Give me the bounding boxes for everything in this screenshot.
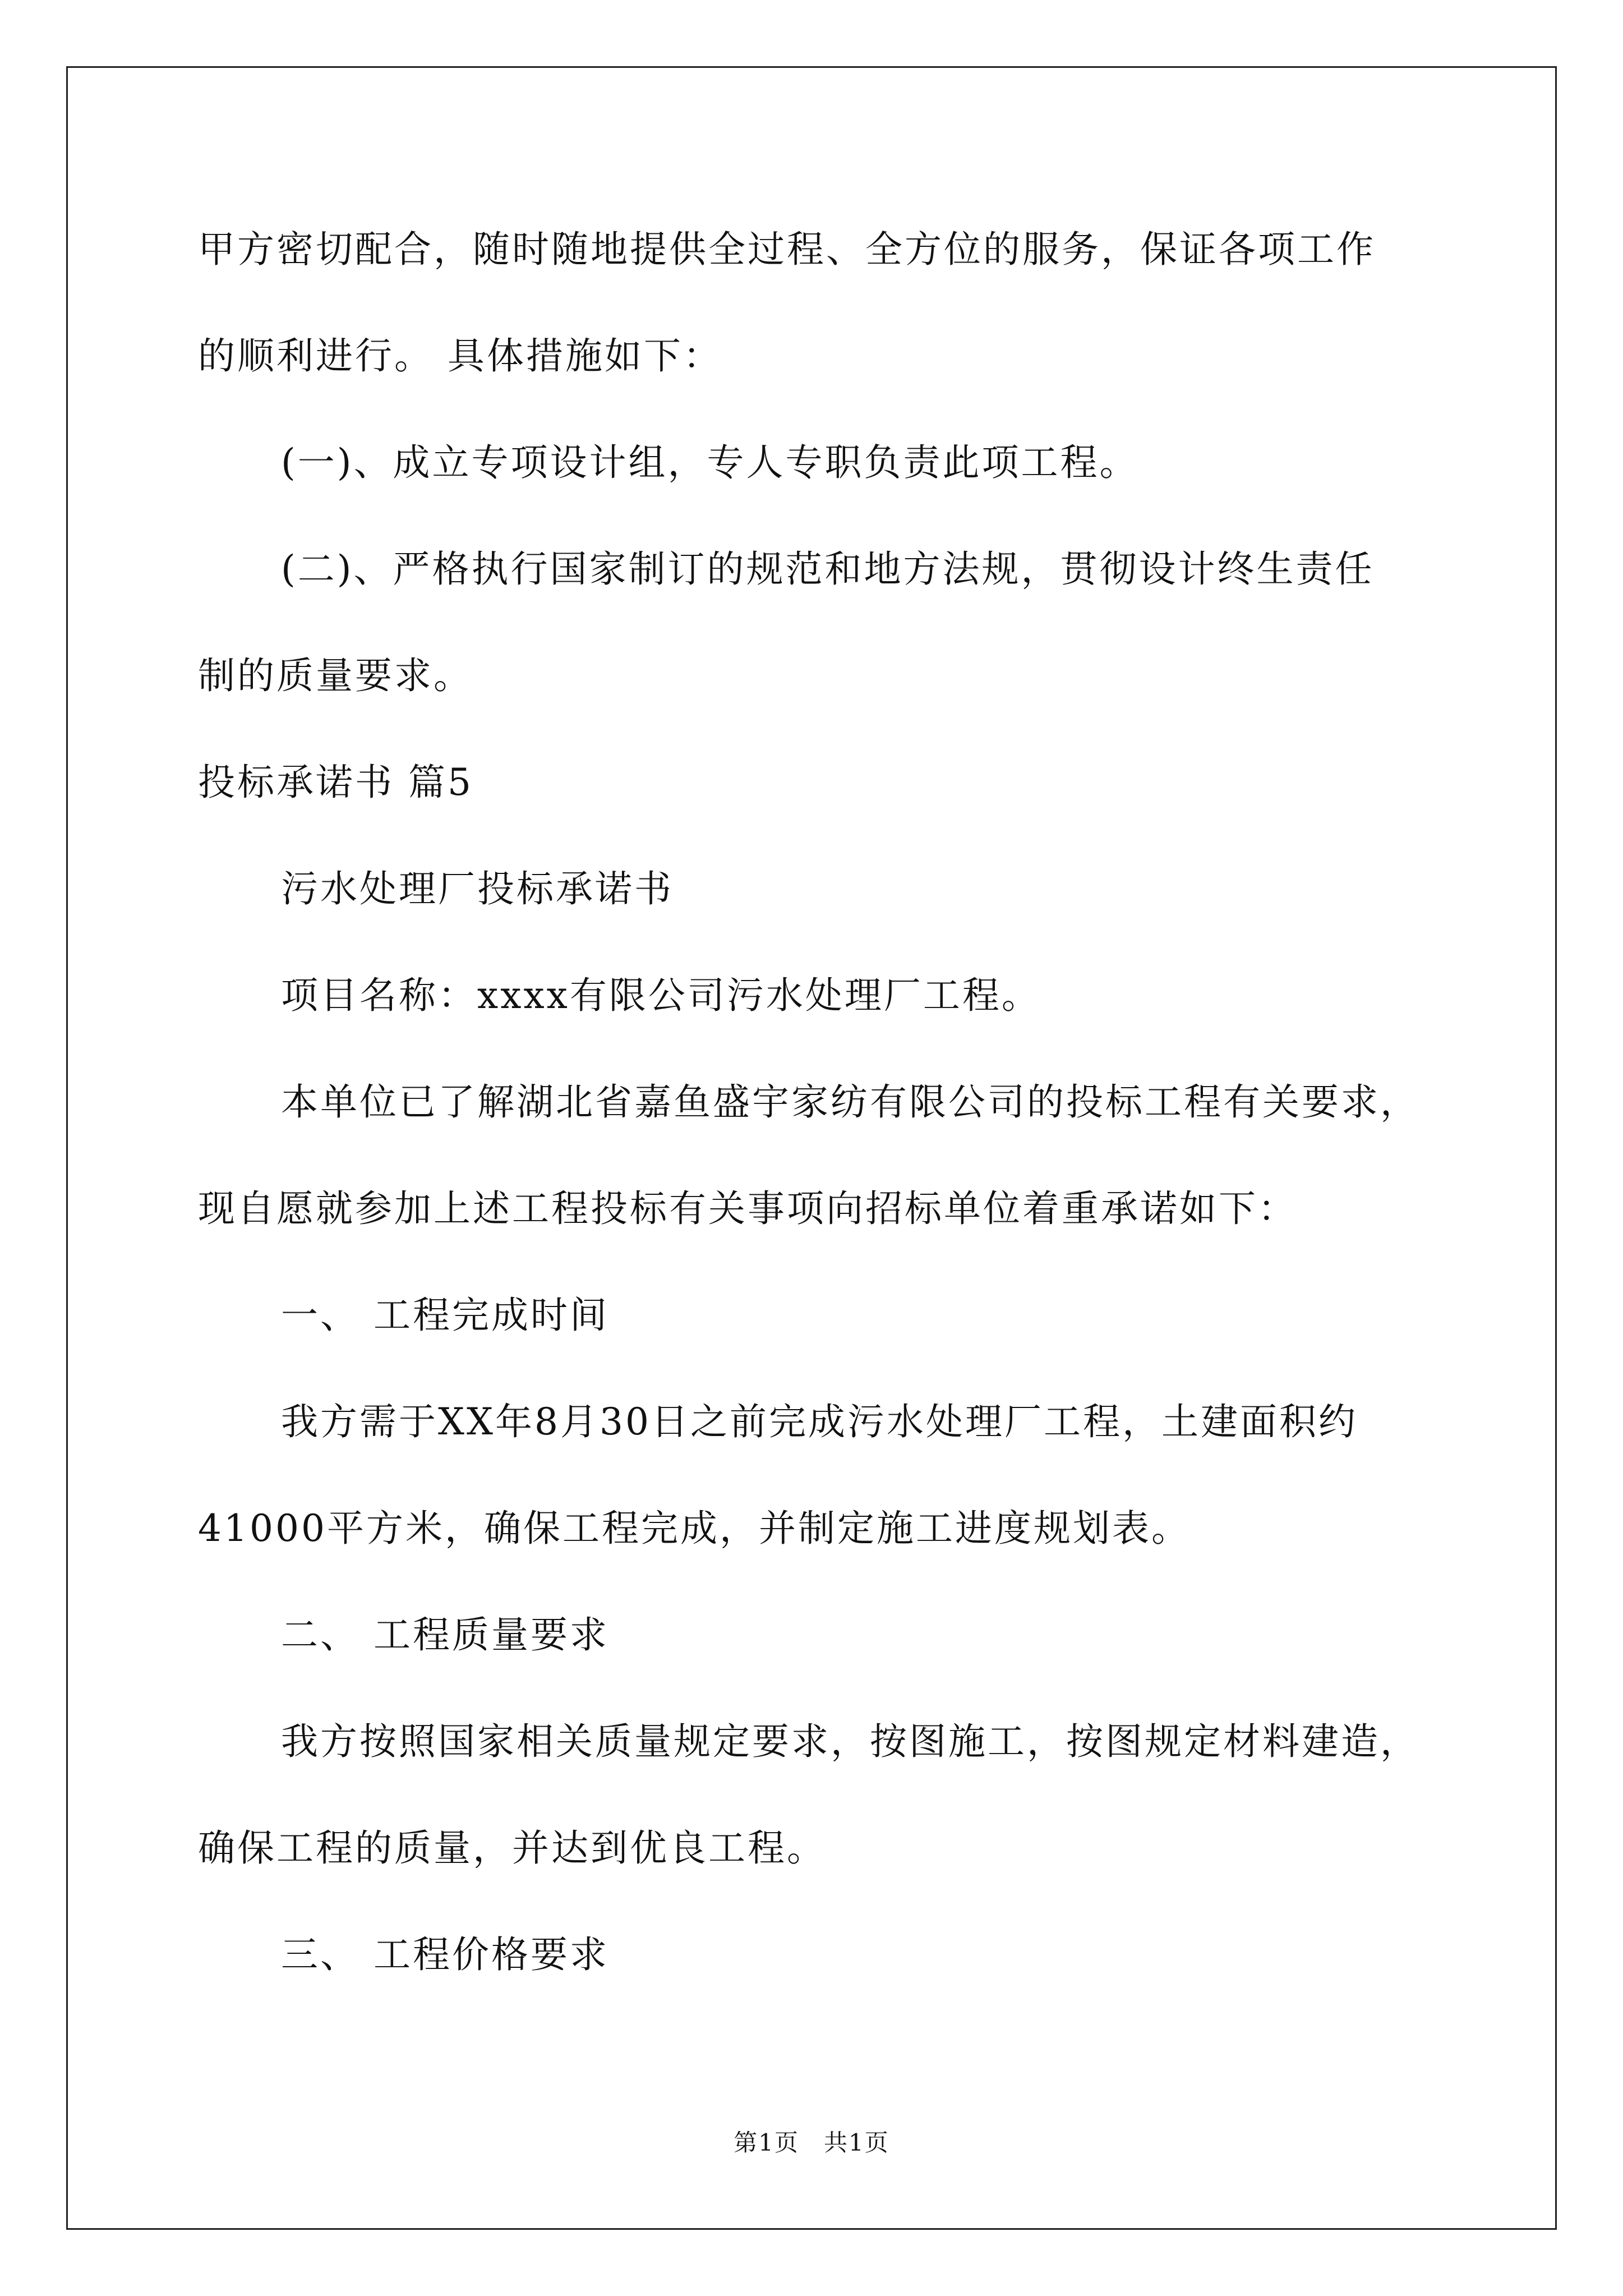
list-item-1: (一)、成立专项设计组，专人专职负责此项工程。 (281, 441, 1139, 484)
page-border (66, 66, 1557, 2230)
section-heading: 投标承诺书 篇5 (198, 761, 473, 804)
item-heading: 二、 工程质量要求 (281, 1613, 609, 1657)
paragraph-line: 制的质量要求。 (198, 654, 473, 697)
paragraph-line: 我方按照国家相关质量规定要求，按图施工，按图规定材料建造， (281, 1720, 1419, 1763)
paragraph-line: 确保工程的质量，并达到优良工程。 (198, 1826, 826, 1870)
paragraph-line: 41000平方米，确保工程完成，并制定施工进度规划表。 (198, 1507, 1191, 1550)
list-item-2: (二)、严格执行国家制订的规范和地方法规，贯彻设计终生责任 (281, 547, 1375, 591)
paragraph-line: 的顺利进行。 具体措施如下： (198, 334, 722, 378)
document-title: 污水处理厂投标承诺书 (281, 867, 674, 910)
page-number: 第1页 共1页 (734, 2129, 889, 2156)
paragraph-line: 本单位已了解湖北省嘉鱼盛宇家纺有限公司的投标工程有关要求， (281, 1080, 1419, 1124)
project-name: 项目名称：xxxx有限公司污水处理厂工程。 (281, 974, 1041, 1017)
item-heading: 三、 工程价格要求 (281, 1933, 609, 1976)
paragraph-line: 现自愿就参加上述工程投标有关事项向招标单位着重承诺如下： (198, 1187, 1297, 1230)
paragraph-line: 甲方密切配合，随时随地提供全过程、全方位的服务，保证各项工作 (198, 228, 1376, 271)
paragraph-line: 我方需于XX年8月30日之前完成污水处理厂工程，土建面积约 (281, 1400, 1358, 1443)
item-heading: 一、 工程完成时间 (281, 1294, 609, 1337)
